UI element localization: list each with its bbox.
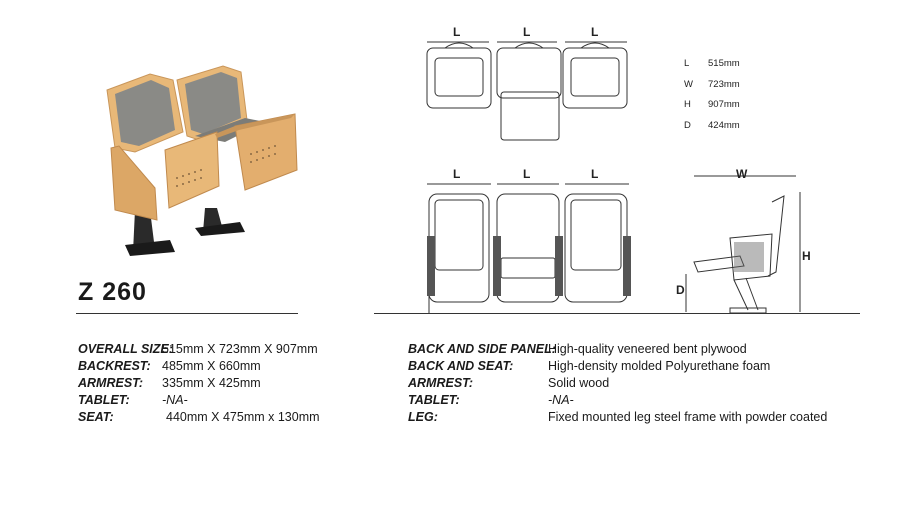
spec-label: SEAT: (78, 410, 114, 424)
top-l-label-3: L (591, 25, 599, 39)
top-l-label-1: L (453, 25, 461, 39)
spec-value: 440mm X 475mm x 130mm (166, 410, 320, 424)
spec-label: TABLET: (78, 393, 130, 407)
spec-value: 515mm X 723mm X 907mm (162, 342, 318, 356)
front-l-label-2: L (523, 167, 531, 181)
title-divider (76, 313, 298, 314)
dim-key-d: D (684, 120, 691, 131)
spec-label: OVERALL SIZE: (78, 342, 173, 356)
spec-value: Fixed mounted leg steel frame with powder coated (548, 410, 828, 424)
top-l-label-2: L (523, 25, 531, 39)
spec-value: 485mm X 660mm (162, 359, 261, 373)
dim-key-w: W (684, 79, 693, 90)
front-l-label-1: L (453, 167, 461, 181)
dim-key-h: H (684, 99, 691, 110)
dim-value-w: 723mm (708, 79, 740, 90)
dim-value-h: 907mm (708, 99, 740, 110)
front-l-label-3: L (591, 167, 599, 181)
dim-value-d: 424mm (708, 120, 740, 131)
center-panel (165, 132, 219, 208)
top-view-drawing (415, 20, 645, 145)
spec-label: TABLET: (408, 393, 460, 407)
product-image (95, 60, 305, 260)
spec-label: BACK AND SEAT: (408, 359, 514, 373)
spec-value: 335mm X 425mm (162, 376, 261, 390)
spec-label: LEG: (408, 410, 438, 424)
spec-value: High-quality veneered bent plywood (548, 342, 747, 356)
spec-label: BACK AND SIDE PANEL: (408, 342, 556, 356)
side-d-label: D (676, 283, 685, 297)
spec-label: ARMREST: (408, 376, 474, 390)
side-w-label: W (736, 167, 748, 181)
side-view-drawing (672, 162, 822, 314)
side-cushion-hatch (734, 242, 764, 272)
side-h-label: H (802, 249, 811, 263)
spec-label: ARMREST: (78, 376, 144, 390)
dim-key-l: L (684, 58, 690, 69)
front-view-drawing (415, 162, 645, 314)
spec-value: Solid wood (548, 376, 610, 390)
left-side-panel (111, 146, 157, 220)
dim-value-l: 515mm (708, 58, 740, 69)
spec-value: -NA- (548, 393, 574, 407)
spec-label: BACKREST: (78, 359, 151, 373)
dimension-table (684, 58, 794, 138)
spec-value: High-density molded Polyurethane foam (548, 359, 771, 373)
product-title: Z 260 (78, 278, 147, 306)
spec-value: -NA- (162, 393, 188, 407)
